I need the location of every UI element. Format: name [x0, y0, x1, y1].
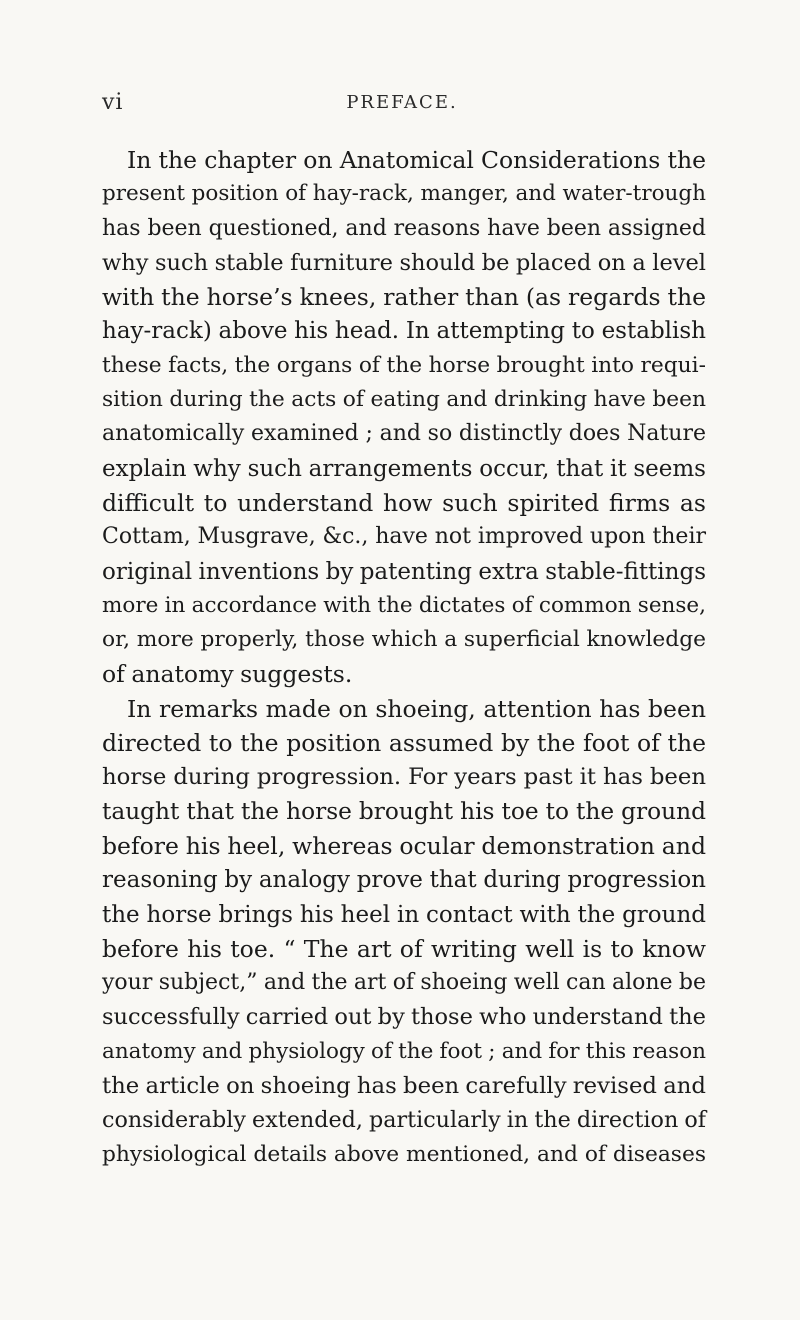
text-line: explain why such arrangements occur, that it seems	[102, 455, 706, 482]
text-line: directed to the position assumed by the foot of the	[102, 729, 706, 758]
paragraph-anatomical-considerations	[102, 143, 706, 692]
paragraph-shoeing	[102, 692, 706, 1172]
text-line: difficult to understand how such spirited firms as	[102, 488, 706, 517]
text-line: anatomically examined ; and so distinctly does Nature	[102, 421, 706, 447]
text-line: reasoning by analogy prove that during progression	[102, 867, 706, 894]
text-line: or, more properly, those which a superficial knowledge	[102, 627, 706, 653]
text-line: sition during the acts of eating and drinking have been	[102, 387, 706, 413]
text-line: horse during progression. For years past it has been	[102, 764, 706, 791]
text-line: successfully carried out by those who understand the	[102, 1004, 706, 1031]
page-number: vi	[102, 90, 124, 115]
text-line: considerably extended, particularly in the direction of	[102, 1107, 706, 1134]
text-line: In remarks made on shoeing, attention has been	[127, 694, 706, 723]
text-line: In the chapter on Anatomical Considerations the	[127, 146, 706, 174]
text-line: present position of hay-rack, manger, and water-trough	[102, 181, 706, 207]
text-line: the article on shoeing has been carefully revised and	[102, 1073, 706, 1100]
text-line: hay-rack) above his head. In attempting to establish	[102, 318, 706, 345]
text-line: has been questioned, and reasons have been assigned	[102, 215, 706, 241]
text-line: original inventions by patenting extra stable-fittings	[102, 558, 706, 585]
text-line: why such stable furniture should be placed on a level	[102, 249, 706, 276]
body-text	[102, 143, 706, 1172]
running-title: PREFACE.	[346, 92, 458, 113]
text-line: these facts, the organs of the horse brought into requi-	[102, 352, 706, 378]
text-line: your subject,” and the art of shoeing well can alone be	[102, 970, 706, 996]
text-line: physiological details above mentioned, and of diseases	[102, 1141, 706, 1167]
text-line: taught that the horse brought his toe to the ground	[102, 797, 706, 825]
text-line: more in accordance with the dictates of common sense,	[102, 592, 706, 618]
running-head	[102, 90, 702, 118]
text-line: Cottam, Musgrave, &c., have not improved upon their	[102, 524, 706, 550]
text-line: the horse brings his heel in contact with the ground	[102, 901, 706, 928]
text-line: of anatomy suggests.	[102, 660, 353, 689]
text-line: anatomy and physiology of the foot ; and for this reason	[102, 1038, 706, 1064]
text-line: before his toe. “ The art of writing well is to know	[102, 934, 706, 963]
text-line: before his heel, whereas ocular demonstration and	[102, 831, 706, 860]
text-line: with the horse’s knees, rather than (as regards the	[102, 283, 706, 312]
